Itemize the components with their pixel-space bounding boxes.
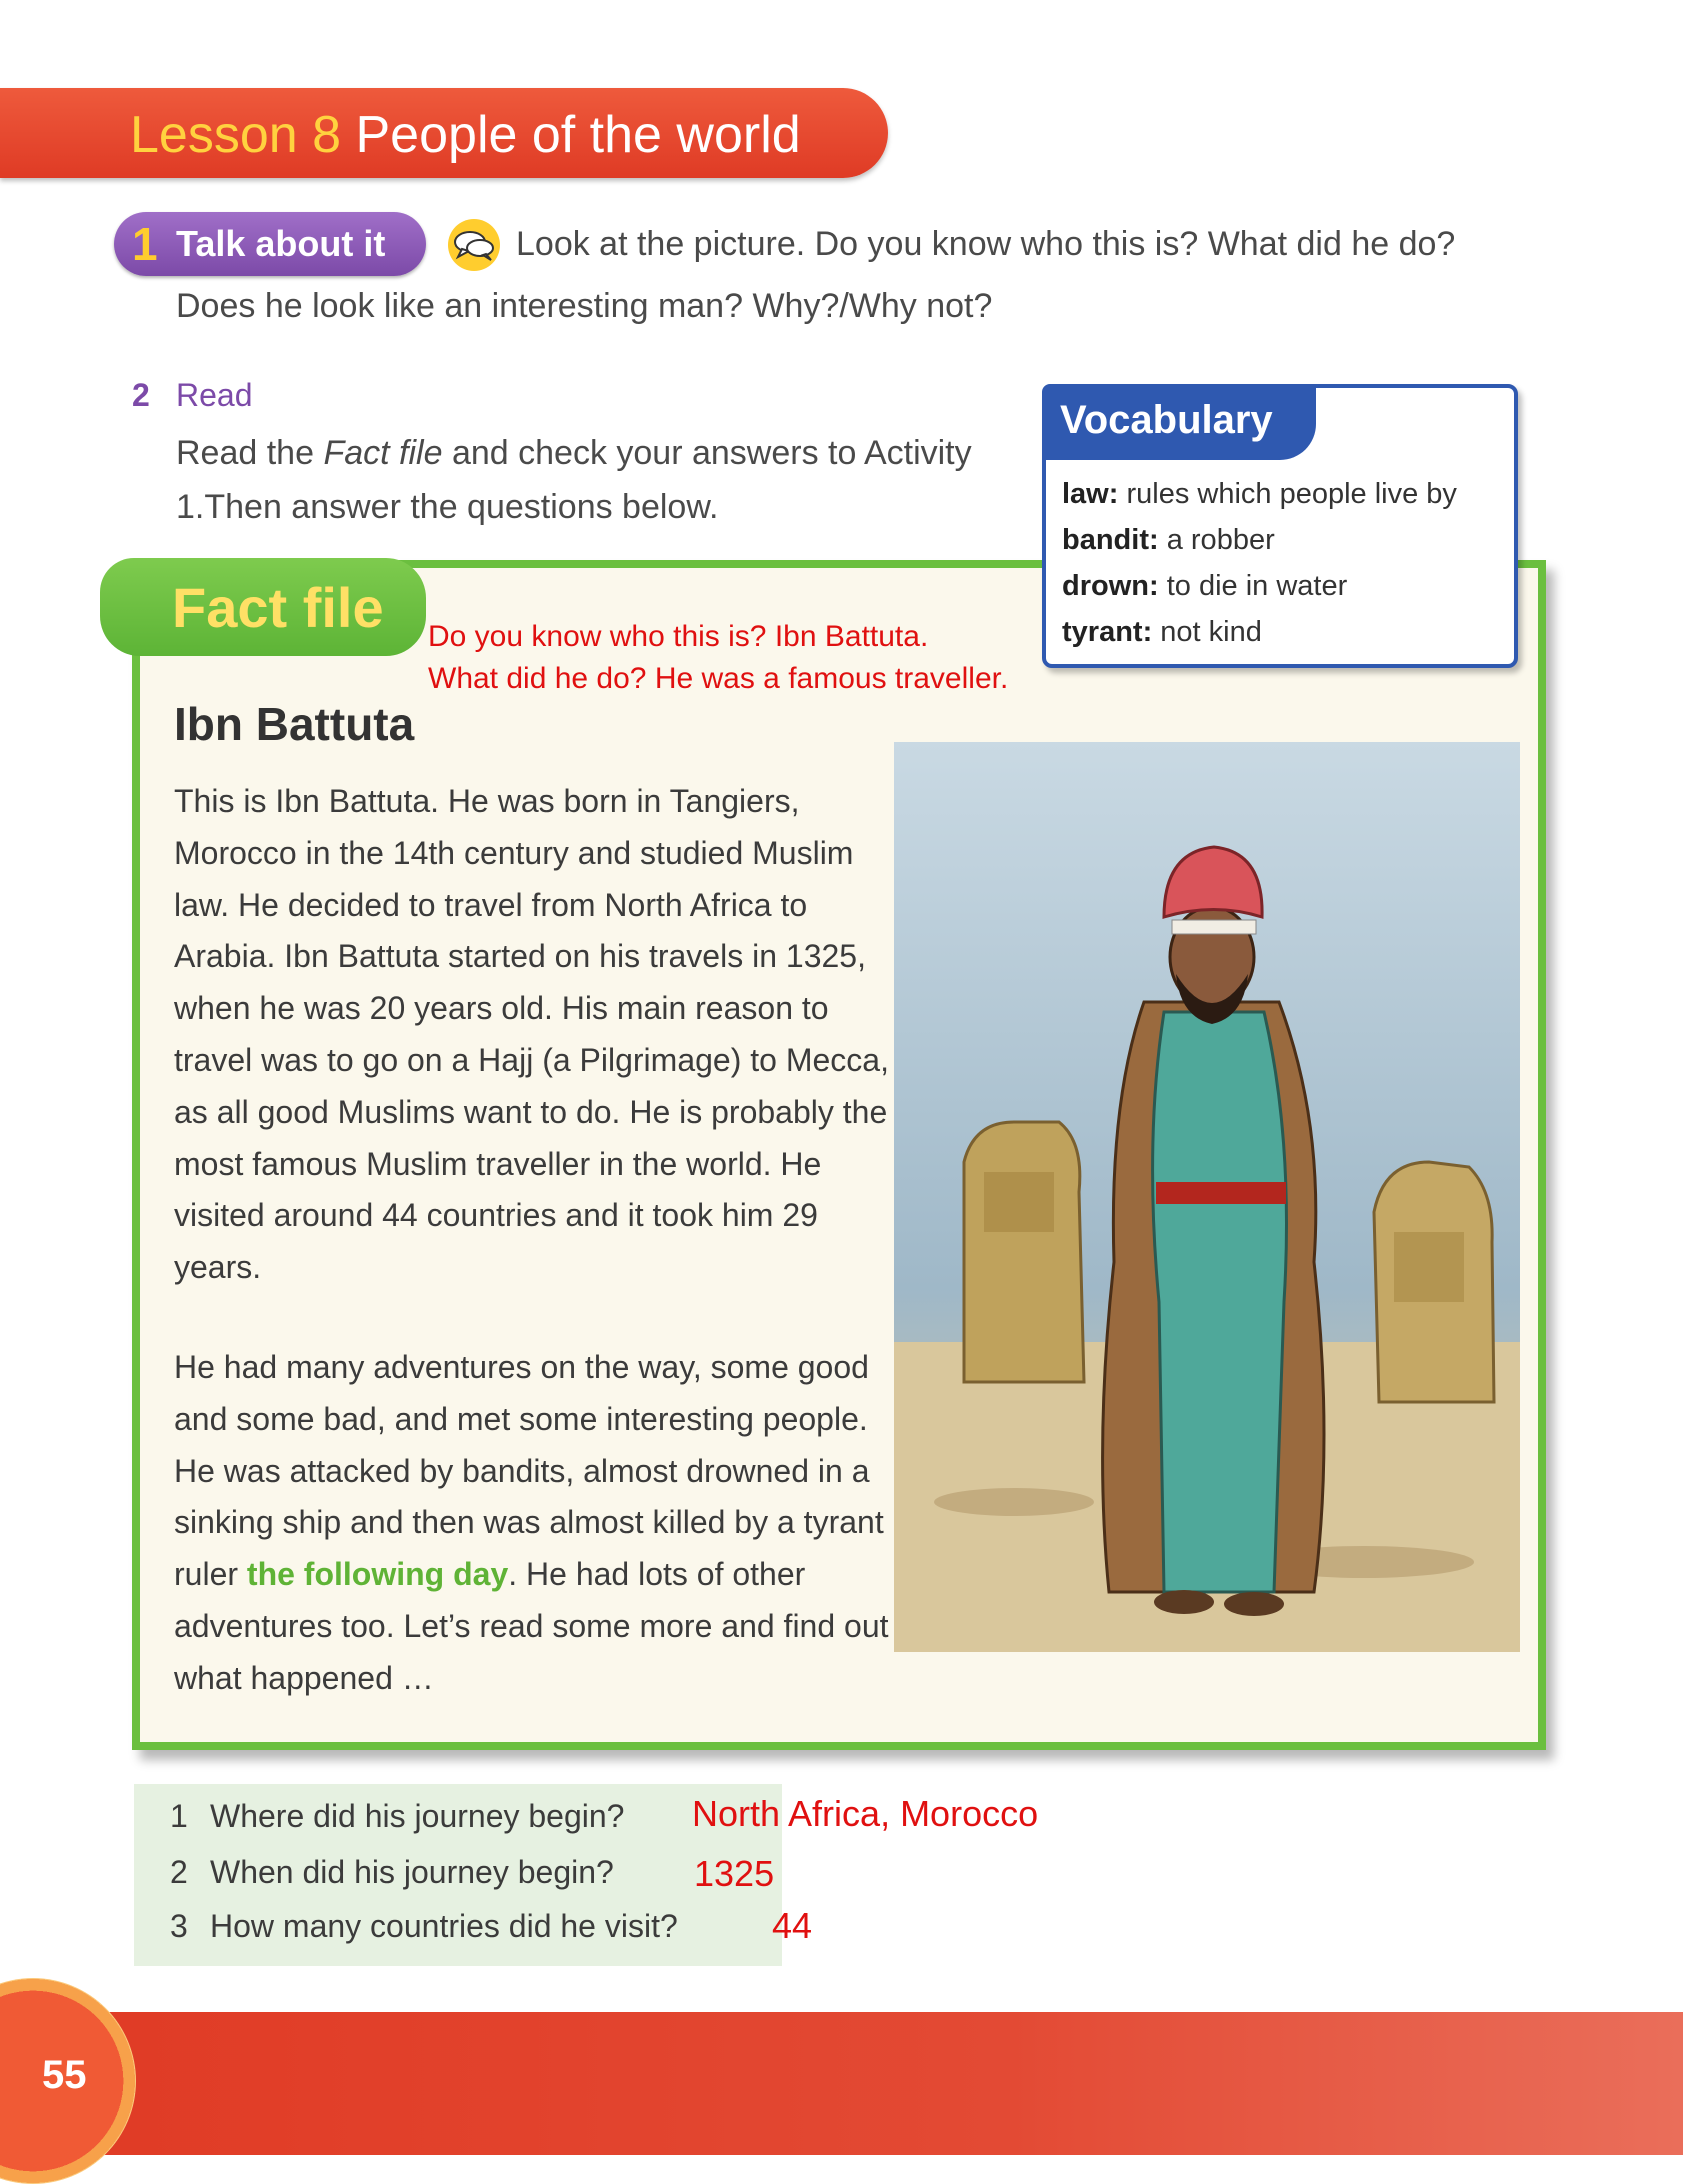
talk-about-it-label: Talk about it — [176, 223, 386, 264]
para2-part-a: He had many adventures on the way, some good and some bad, and met some interesting people. He was attacked by bandits, almost drowned in a sinking ship and then was almost killed by a tyrant ruler — [174, 1349, 884, 1593]
ibn-battuta-illustration — [894, 742, 1520, 1652]
vocab-item-law — [1062, 474, 1457, 514]
read-instr-part2: and check your answers to Activity 1.Then answer the questions below. — [176, 434, 972, 526]
question-text: Where did his journey begin? — [210, 1798, 625, 1834]
vocab-item-tyrant — [1062, 612, 1262, 652]
fact-file-label: Fact file — [172, 576, 384, 639]
lesson-title — [130, 100, 801, 170]
fact-file-paragraph-1: This is Ibn Battuta. He was born in Tangiers, Morocco in the 14th century and studied Muslim law. He decided to travel from North Africa to Arabia. Ibn Battuta started on his travels in 1325, when he was 20 years old. His main reason to travel was to go on a Hajj (a Pilgrimage) to Mecca, as all good Muslims want to do. He is probably the most famous Muslim traveller in the world. He visited around 44 countries and it took him 29 years. — [174, 783, 889, 1286]
answer-2: 1325 — [694, 1853, 775, 1894]
answer-note-line-2: What did he do? He was a famous traveller. — [428, 662, 1009, 695]
vocab-term: bandit: — [1062, 524, 1159, 556]
vocab-term: law: — [1062, 478, 1119, 510]
question-text: When did his journey begin? — [210, 1854, 614, 1890]
read-instr-italic: Fact file — [323, 434, 443, 472]
vocab-term: tyrant: — [1062, 616, 1153, 648]
para2-part-b: . He had lots of other adventures too. Let’s read some more and find out what happened … — [174, 1556, 889, 1696]
vocab-item-bandit — [1062, 520, 1275, 560]
vocab-definition: a robber — [1166, 524, 1275, 556]
para2-highlight: the following day — [246, 1556, 509, 1593]
footer-bar — [0, 2012, 1683, 2155]
vocabulary-title: Vocabulary — [1060, 398, 1273, 442]
question-number: 2 — [170, 1854, 188, 1890]
talk-question-1: Look at the picture. Do you know who this is? What did he do? — [516, 225, 1456, 263]
vocab-term: drown: — [1062, 570, 1159, 602]
question-text: How many countries did he visit? — [210, 1908, 678, 1944]
question-1 — [170, 1794, 624, 1838]
lesson-name: People of the world — [355, 106, 801, 164]
speech-bubble-icon — [442, 218, 506, 272]
page-number: 55 — [42, 2053, 87, 2097]
question-number: 3 — [170, 1908, 188, 1944]
activity-2-number: 2 — [132, 377, 150, 413]
vocab-definition: to die in water — [1166, 570, 1348, 602]
talk-question-2: Does he look like an interesting man? Why?/Why not? — [176, 287, 993, 325]
read-instr-part1: Read the — [176, 434, 324, 472]
fact-file-heading: Ibn Battuta — [174, 698, 415, 750]
vocab-definition: not kind — [1160, 616, 1262, 648]
question-3 — [170, 1904, 678, 1948]
activity-1-number: 1 — [132, 218, 158, 270]
question-number: 1 — [170, 1798, 188, 1834]
answer-note-line-1: Do you know who this is? Ibn Battuta. — [428, 620, 929, 653]
answer-1: North Africa, Morocco — [692, 1793, 1039, 1834]
lesson-number: Lesson 8 — [130, 106, 342, 164]
read-title: Read — [176, 377, 253, 413]
fact-file-paragraph-2 — [174, 1342, 894, 1705]
answer-note — [428, 616, 1008, 700]
question-2 — [170, 1850, 614, 1894]
vocab-definition: rules which people live by — [1126, 478, 1457, 510]
read-instructions — [176, 426, 976, 534]
vocab-item-drown — [1062, 566, 1347, 606]
answer-3: 44 — [772, 1905, 813, 1946]
